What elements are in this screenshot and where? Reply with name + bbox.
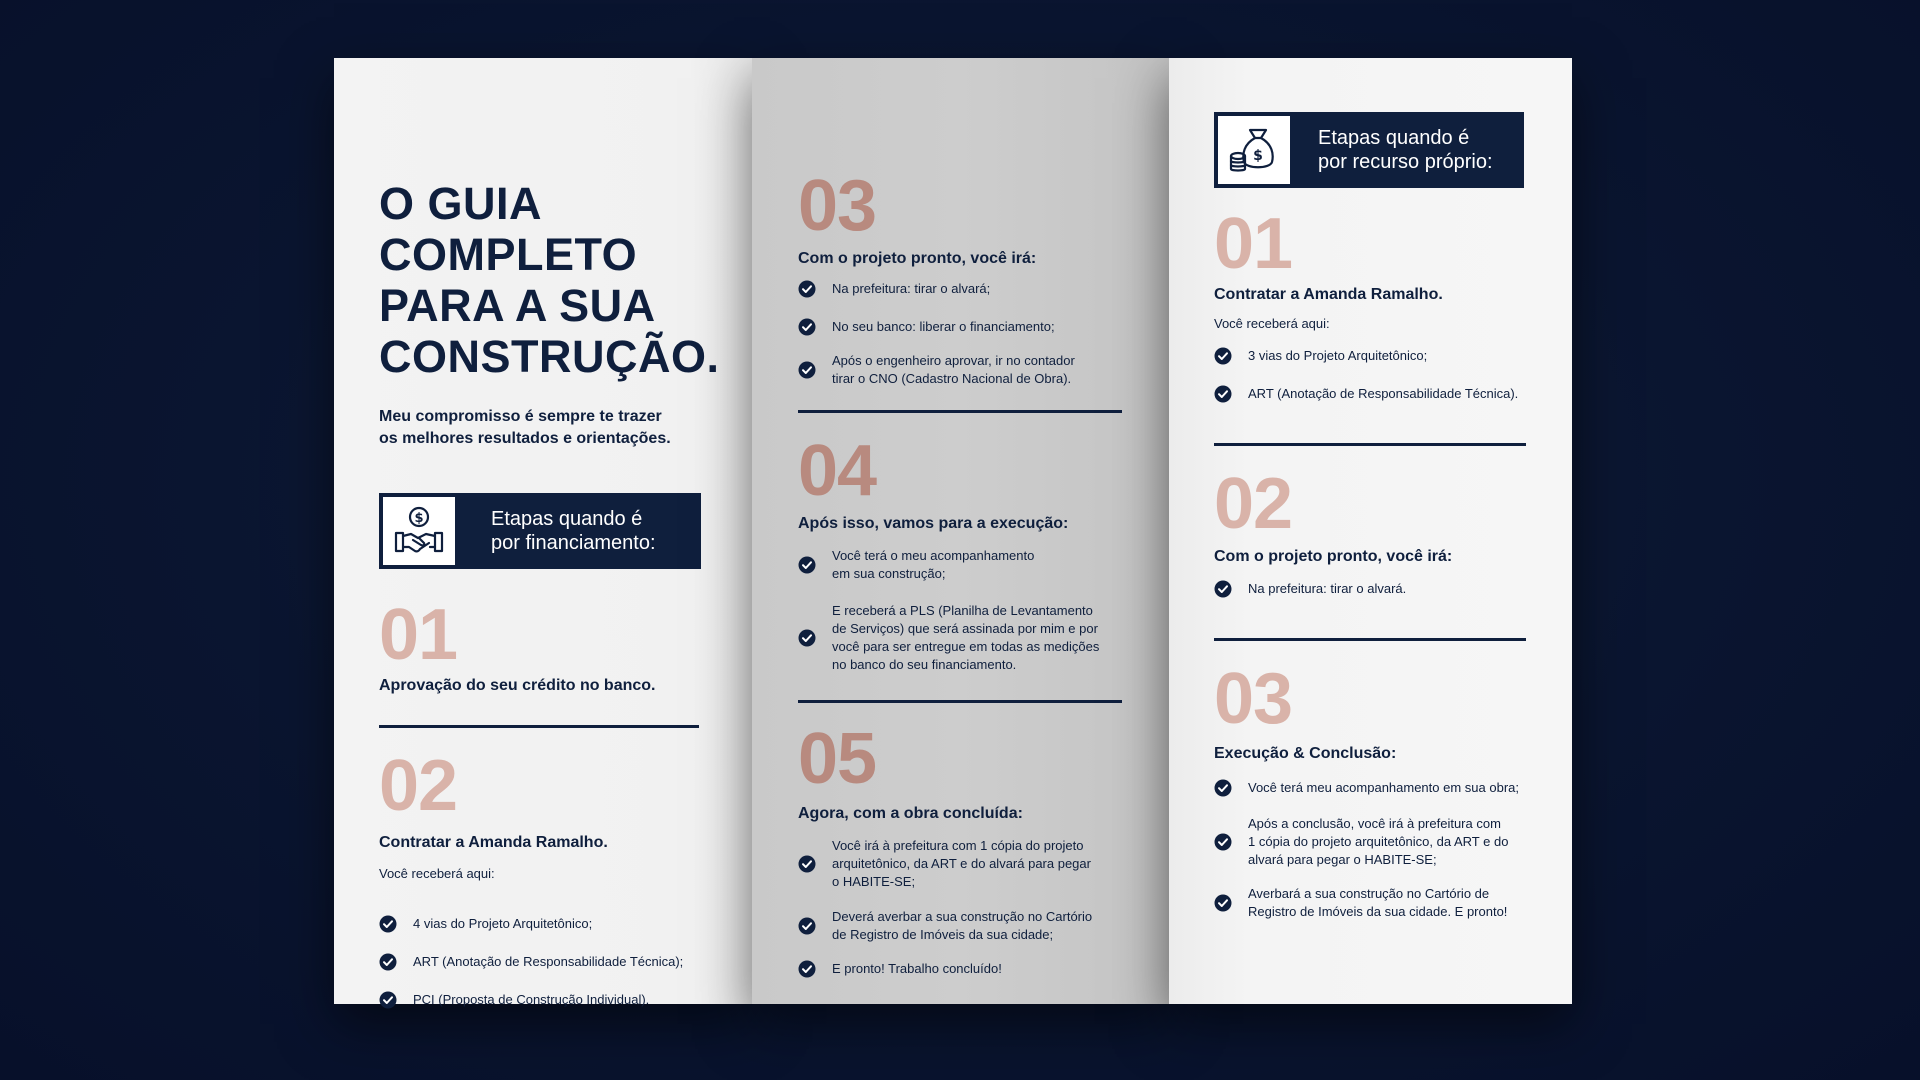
check-icon (1214, 779, 1232, 797)
list-item: E pronto! Trabalho concluído! (798, 960, 1129, 978)
checklist (379, 915, 708, 1009)
title-line: CONSTRUÇÃO. (379, 331, 720, 382)
brochure (334, 58, 1572, 1007)
list-item: 4 vias do Projeto Arquitetônico; (379, 915, 708, 933)
step-title: Com o projeto pronto, você irá: (1214, 548, 1453, 565)
money-handshake-icon (383, 497, 455, 565)
list-item: Averbará a sua construção no Cartório de Registro de Imóveis da sua cidade. E pronto! (1214, 885, 1530, 921)
check-icon (798, 361, 816, 379)
title-line: PARA A SUA (379, 280, 656, 331)
list-item: ART (Anotação de Responsabilidade Técnica); (379, 953, 708, 971)
list-item: Após a conclusão, você irá à prefeitura com 1 cópia do projeto arquitetônico, da ART e do alvará para pegar o HABITE-SE; (1214, 815, 1530, 869)
step-number: 03 (798, 166, 877, 246)
banner-line: por recurso próprio: (1318, 151, 1493, 173)
financing-banner (379, 493, 701, 569)
step-number: 03 (1214, 659, 1293, 739)
check-icon (798, 960, 816, 978)
panel-middle (752, 58, 1169, 1004)
divider (1214, 638, 1526, 641)
step-title: Execução & Conclusão: (1214, 745, 1397, 762)
step-number: 01 (1214, 204, 1293, 284)
step-title: Após isso, vamos para a execução: (798, 515, 1069, 532)
check-icon (1214, 385, 1232, 403)
step-title: Contratar a Amanda Ramalho. (379, 834, 608, 851)
list-item: Você terá meu acompanhamento em sua obra; (1214, 779, 1530, 797)
list-item: Você terá o meu acompanhamento em sua construção; (798, 547, 1129, 583)
list-item: Após o engenheiro aprovar, ir no contador tirar o CNO (Cadastro Nacional de Obra). (798, 352, 1129, 388)
checklist (798, 837, 1129, 978)
check-icon (379, 991, 397, 1009)
divider (1214, 443, 1526, 446)
list-item: E receberá a PLS (Planilha de Levantamento de Serviços) que será assinada por mim e por você para ser entregue em todas as medições no banco do seu financiamento. (798, 602, 1129, 674)
checklist (798, 547, 1129, 674)
check-icon (1214, 894, 1232, 912)
svg-text:$: $ (414, 511, 424, 526)
divider (379, 725, 699, 728)
own-resources-banner (1214, 112, 1524, 188)
title-line: O GUIA (379, 178, 543, 229)
subtitle-line: os melhores resultados e orientações. (379, 430, 671, 447)
step-number: 05 (798, 719, 877, 799)
step-title: Com o projeto pronto, você irá: (798, 250, 1037, 267)
list-item: PCI (Proposta de Construção Individual). (379, 991, 708, 1009)
list-item: Deverá averbar a sua construção no Cartório de Registro de Imóveis da sua cidade; (798, 908, 1129, 944)
step-number: 02 (379, 746, 458, 826)
check-icon (798, 556, 816, 574)
step-number: 02 (1214, 464, 1293, 544)
step-title: Agora, com a obra concluída: (798, 805, 1023, 822)
check-icon (798, 917, 816, 935)
banner-line: por financiamento: (491, 532, 656, 554)
check-icon (798, 280, 816, 298)
check-icon (1214, 347, 1232, 365)
check-icon (798, 318, 816, 336)
step-title: Contratar a Amanda Ramalho. (1214, 286, 1443, 303)
step-number: 04 (798, 431, 877, 511)
list-item: Você irá à prefeitura com 1 cópia do projeto arquitetônico, da ART e do alvará para pegar o HABITE-SE; (798, 837, 1129, 891)
check-icon (379, 953, 397, 971)
check-icon (798, 629, 816, 647)
banner-line: Etapas quando é (1318, 127, 1470, 149)
divider (798, 700, 1122, 703)
checklist (798, 280, 1129, 388)
step-number: 01 (379, 595, 458, 675)
panel-right (1169, 58, 1572, 1004)
list-item: 3 vias do Projeto Arquitetônico; (1214, 347, 1530, 365)
step-subtitle: Você receberá aqui: (379, 866, 495, 881)
title-line: COMPLETO (379, 229, 638, 280)
list-item: Na prefeitura: tirar o alvará; (798, 280, 1129, 298)
check-icon (1214, 833, 1232, 851)
step-subtitle: Você receberá aqui: (1214, 316, 1330, 331)
checklist (1214, 580, 1530, 598)
check-icon (379, 915, 397, 933)
divider (798, 410, 1122, 413)
subtitle (379, 406, 708, 450)
list-item: No seu banco: liberar o financiamento; (798, 318, 1129, 336)
list-item: ART (Anotação de Responsabilidade Técnica). (1214, 385, 1530, 403)
list-item: Na prefeitura: tirar o alvará. (1214, 580, 1530, 598)
checklist (1214, 779, 1530, 921)
banner-line: Etapas quando é (491, 508, 643, 530)
subtitle-line: Meu compromisso é sempre te trazer (379, 408, 662, 425)
money-bag-coins-icon (1218, 116, 1290, 184)
svg-text:$: $ (1253, 148, 1263, 164)
panel-left (334, 58, 752, 1007)
check-icon (798, 855, 816, 873)
checklist (1214, 347, 1530, 403)
check-icon (1214, 580, 1232, 598)
page-title (379, 178, 720, 382)
step-title: Aprovação do seu crédito no banco. (379, 677, 656, 694)
